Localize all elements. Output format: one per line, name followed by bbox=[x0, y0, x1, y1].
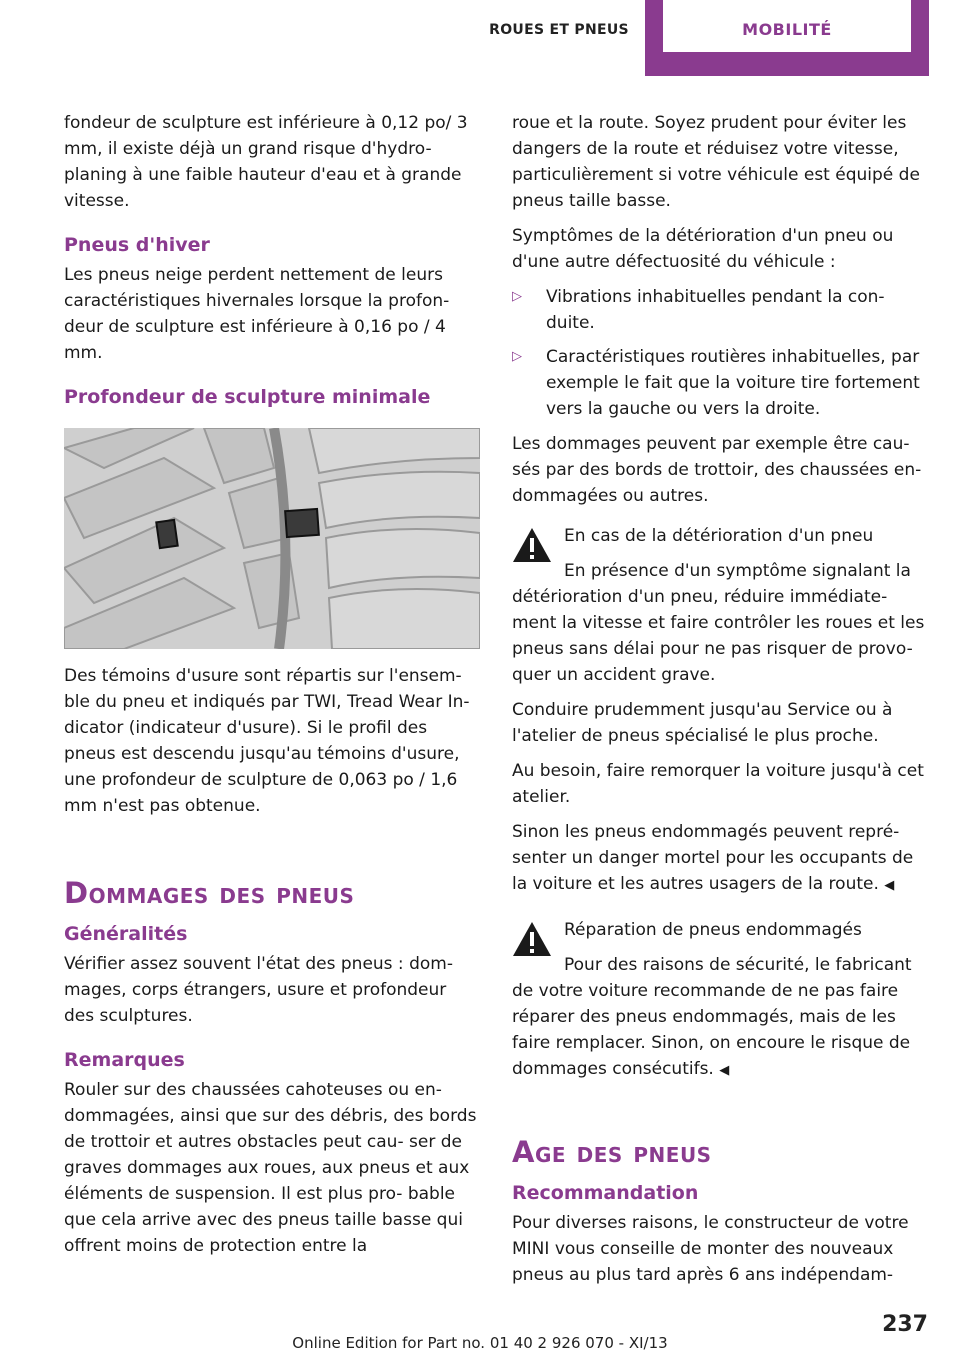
triangle-right-icon: ▷ bbox=[512, 349, 522, 364]
warning-lead: Pour des raisons de sécurité, le fabricant bbox=[564, 955, 912, 975]
page-number: 237 bbox=[882, 1312, 928, 1337]
list-item bbox=[512, 344, 928, 422]
tire-tread-illustration bbox=[64, 428, 480, 649]
chapter-tab bbox=[645, 0, 929, 76]
paragraph-winter-tires: Les pneus neige perdent nettement de leurs caractéristiques hivernales lorsque la profon- deur de sculpture est inférieure à 0,16 po / 4 mm. bbox=[64, 265, 450, 363]
heading-remarks: Remarques bbox=[64, 1049, 185, 1071]
list-item-text: Caractéristiques routières inhabituelles, par exemple le fait que la voiture tire fortement vers la gauche ou vers la droite. bbox=[546, 347, 920, 419]
heading-winter-tires: Pneus d'hiver bbox=[64, 234, 210, 256]
heading-minimum-tread-depth: Profondeur de sculpture minimale bbox=[64, 386, 431, 408]
chapter-tab-label: MOBILITÉ bbox=[663, 0, 911, 52]
warning-body-text: de votre voiture recommande de ne pas faire réparer des pneus endommagés, mais de les faire remplacer. Sinon, on encoure le risque de dommages consécutifs. bbox=[512, 981, 911, 1079]
tread-wear-indicator-right bbox=[285, 509, 319, 537]
right-column bbox=[512, 110, 928, 1297]
tread-wear-indicator-left bbox=[156, 520, 177, 548]
heading-recommendation: Recommandation bbox=[512, 1182, 699, 1204]
paragraph-mortal-danger bbox=[512, 819, 928, 899]
paragraph-tow: Au besoin, faire remorquer la voiture jusqu'à cet atelier. bbox=[512, 761, 924, 807]
warning-title: Réparation de pneus endommagés bbox=[564, 920, 862, 940]
paragraph-remarks: Rouler sur des chaussées cahoteuses ou en- dommagées, ainsi que sur des débris, des bords de trottoir et autres obstacles peut cau- ser de graves dommages aux roues, aux pneus et aux éléments de suspension. Il est plus pro- bable que cela arrive avec des pneus taille basse qui offrent moins de protection entre la bbox=[64, 1080, 477, 1256]
paragraph-drive-carefully: Conduire prudemment jusqu'au Service ou à l'atelier de pneus spécialisé le plus proche. bbox=[512, 700, 893, 746]
end-of-section-icon: ◀ bbox=[884, 878, 895, 893]
list-item-text: Vibrations inhabituelles pendant la con- duite. bbox=[546, 287, 885, 333]
left-column bbox=[64, 110, 480, 1268]
warning-tire-repair bbox=[512, 917, 928, 1084]
warning-triangle-icon bbox=[512, 527, 552, 563]
paragraph-hydroplaning: fondeur de sculpture est inférieure à 0,12 po/ 3 mm, il existe déjà un grand risque d'hydro- planing à une faible hauteur d'eau et à grande vitesse. bbox=[64, 113, 468, 211]
footer-edition: Online Edition for Part no. 01 40 2 926 070 - XI/13 bbox=[292, 1334, 668, 1352]
warning-lead: En présence d'un symptôme signalant la bbox=[564, 561, 911, 581]
paragraph-symptoms: Symptômes de la détérioration d'un pneu ou d'une autre défectuosité du véhicule : bbox=[512, 226, 894, 272]
warning-body: détérioration d'un pneu, réduire immédiate- ment la vitesse et faire contrôler les roues et les pneus sans délai pour ne pas risquer de provo- quer un accident grave. bbox=[512, 587, 925, 685]
heading-tire-damage: Dommages des pneus bbox=[64, 876, 355, 910]
paragraph-damage-causes: Les dommages peuvent par exemple être cau- sés par des bords de trottoir, des chaussées en- dommagées ou autres. bbox=[512, 434, 922, 506]
paragraph-recommendation: Pour diverses raisons, le constructeur de votre MINI vous conseille de monter des nouveaux pneus au plus tard après 6 ans indépendam- bbox=[512, 1213, 909, 1285]
warning-tire-damage bbox=[512, 523, 928, 688]
triangle-right-icon: ▷ bbox=[512, 289, 522, 304]
tread-wear-indicator-figure bbox=[64, 428, 480, 649]
heading-general: Généralités bbox=[64, 923, 188, 945]
end-of-section-icon: ◀ bbox=[719, 1063, 730, 1078]
list-item bbox=[512, 284, 928, 336]
paragraph-general: Vérifier assez souvent l'état des pneus : dom- mages, corps étrangers, usure et profondeur des sculptures. bbox=[64, 954, 453, 1026]
paragraph-continued: roue et la route. Soyez prudent pour éviter les dangers de la route et réduisez votre vitesse, particulièrement si votre véhicule est équipé de pneus taille basse. bbox=[512, 113, 920, 211]
warning-triangle-icon bbox=[512, 921, 552, 957]
warning-title: En cas de la détérioration d'un pneu bbox=[564, 526, 874, 546]
paragraph-mortal-danger-text: Sinon les pneus endommagés peuvent repré- senter un danger mortel pour les occupants de la voiture et les autres usagers de la route. bbox=[512, 822, 914, 894]
paragraph-tread-wear-indicator: Des témoins d'usure sont répartis sur l'ensem- ble du pneu et indiqués par TWI, Tread Wear In- dicator (indicateur d'usure). Si le profil des pneus est descendu jusqu'au témoins d'usure, une profondeur de sculpture de 0,063 po / 1,6 mm n'est pas obtenue. bbox=[64, 666, 470, 816]
heading-tire-age: Age des pneus bbox=[512, 1135, 712, 1169]
symptom-list bbox=[512, 284, 928, 422]
running-header-section: ROUES ET PNEUS bbox=[489, 22, 629, 38]
warning-body bbox=[512, 978, 928, 1084]
